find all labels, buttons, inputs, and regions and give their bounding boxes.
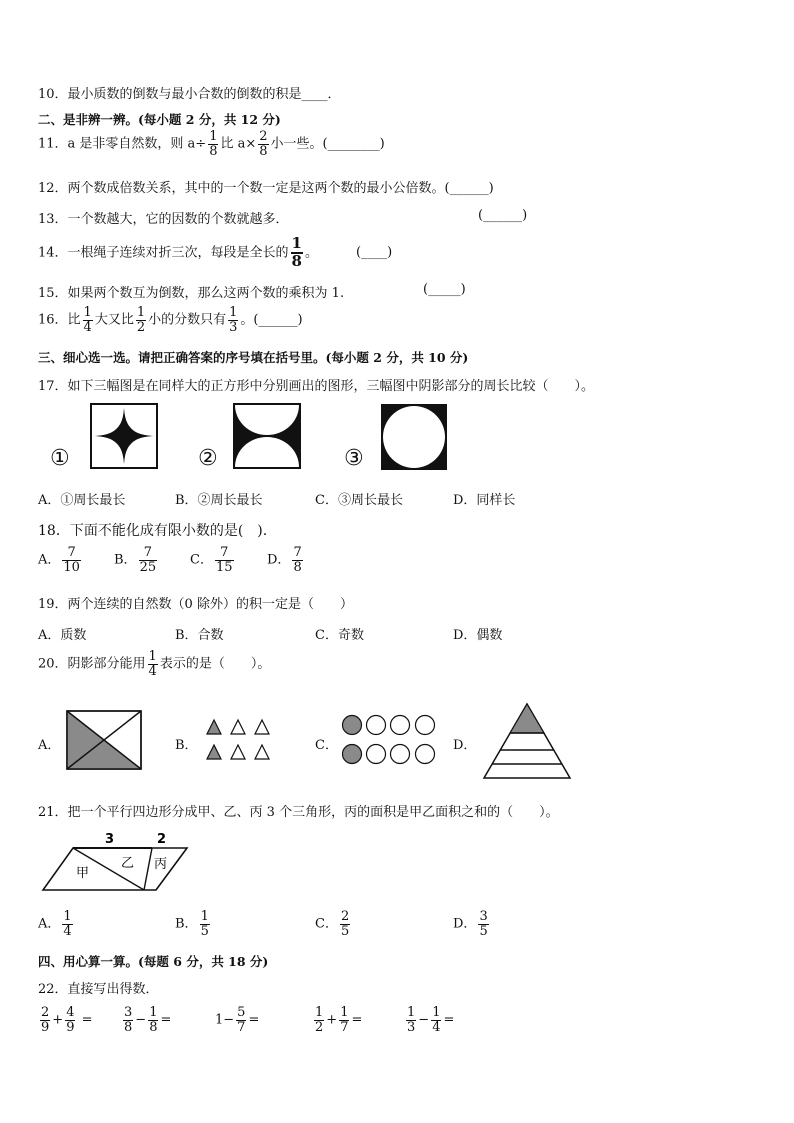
- section-4-heading: 四、用心算一算。(每题 6 分，共 18 分): [38, 954, 269, 969]
- q20-option-d[interactable]: D．: [453, 738, 477, 753]
- q18-option-c[interactable]: C． $\frac{7}{15}$: [190, 545, 233, 575]
- q14-answer-blank[interactable]: (____): [356, 245, 393, 260]
- q18-option-b[interactable]: B． $\frac{7}{25}$: [114, 545, 157, 575]
- question-22: 22．直接写出得数．: [38, 982, 159, 997]
- q19-option-c[interactable]: C．奇数: [315, 628, 364, 643]
- q18-option-d[interactable]: D． $\frac{7}{8}$: [267, 545, 302, 575]
- question-20: 20．阴影部分能用 $\frac{1}{4}$ 表示的是（ ）。: [38, 649, 271, 679]
- fraction: $\frac{1}{4}$: [148, 649, 157, 679]
- question-12: 12．两个数成倍数关系，其中的一个数一定是这两个数的最小公倍数。(______): [38, 181, 494, 196]
- fraction: $\frac{2}{8}$: [259, 129, 268, 159]
- q22-item-1[interactable]: $\frac{2}{9}$ + $\frac{4}{9}$ =: [41, 1005, 93, 1035]
- question-16: 16．比 $\frac{1}{4}$ 大又比 $\frac{1}{2}$ 小的分数只有 $\frac{1}{3}$ 。(______): [38, 305, 303, 335]
- q21-option-c[interactable]: C． $\frac{2}{5}$: [315, 909, 350, 939]
- q22-item-3[interactable]: 1− $\frac{5}{7}$ =: [215, 1005, 260, 1035]
- question-17: 17．如下三幅图是在同样大的正方形中分别画出的图形，三幅图中阴影部分的周长比较（ ）。: [38, 379, 595, 394]
- q20-figure-b-triangles: [205, 718, 271, 762]
- question-15: 15．如果两个数互为倒数，那么这两个数的乘积为 1.: [38, 286, 345, 301]
- q17-option-d[interactable]: D．同样长: [453, 493, 516, 508]
- figure-label-2: ②: [198, 446, 218, 471]
- q14-text: 14．一根绳子连续对折三次，每段是全长的: [38, 245, 289, 261]
- fraction: $\frac{1}{8}$: [291, 234, 302, 270]
- q17-option-b[interactable]: B．②周长最长: [175, 493, 263, 508]
- q17-option-c[interactable]: C．③周长最长: [315, 493, 403, 508]
- q22-item-4[interactable]: $\frac{1}{2}$ + $\frac{1}{7}$ =: [315, 1005, 363, 1035]
- q21-label-3: 3: [105, 832, 115, 847]
- q11-text-pre: 11．a 是非零自然数，则 a÷: [38, 136, 207, 152]
- q20-figure-c-circles: [341, 714, 437, 766]
- q20-option-b[interactable]: B．: [175, 738, 198, 753]
- question-19: 19．两个连续的自然数（0 除外）的积一定是（ ）: [38, 597, 353, 612]
- q21-option-a[interactable]: A． $\frac{1}{4}$: [38, 909, 72, 939]
- q19-option-a[interactable]: A．质数: [38, 628, 87, 643]
- q21-label-bing: 丙: [154, 857, 168, 872]
- question-11: [38, 130, 385, 158]
- q11-answer-blank[interactable]: 小一些。(________): [270, 136, 385, 152]
- q22-item-2[interactable]: $\frac{3}{8}$ − $\frac{1}{8}$ =: [124, 1005, 172, 1035]
- q21-label-jia: 甲: [76, 866, 90, 881]
- figure-3-circle-square: [380, 403, 448, 471]
- fraction: $\frac{1}{2}$: [136, 305, 146, 335]
- q20-figure-d-layered-triangle: [482, 702, 572, 780]
- question-21: 21．把一个平行四边形分成甲、乙、丙 3 个三角形，丙的面积是甲乙面积之和的（ ）。: [38, 805, 559, 820]
- question-18: 18．下面不能化成有限小数的是( ).: [38, 523, 268, 539]
- q20-figure-a-rect-diagonals: [66, 710, 142, 770]
- q20-option-a[interactable]: A．: [38, 738, 61, 753]
- q16-answer-blank[interactable]: 。(______): [240, 312, 303, 328]
- section-3-heading: 三、细心选一选。请把正确答案的序号填在括号里。(每小题 2 分，共 10 分): [38, 350, 469, 365]
- q18-option-a[interactable]: A． $\frac{7}{10}$: [38, 545, 80, 575]
- question-14: 14．一根绳子连续对折三次，每段是全长的 $\frac{1}{8}$ 。: [38, 234, 318, 270]
- q11-text-mid: 比 a×: [220, 136, 257, 152]
- figure-label-3: ③: [344, 446, 364, 471]
- q21-option-b[interactable]: B． $\frac{1}{5}$: [175, 909, 209, 939]
- q21-label-2: 2: [157, 832, 167, 847]
- q15-answer-blank[interactable]: (_____): [423, 282, 466, 297]
- q17-option-a[interactable]: A．①周长最长: [38, 493, 126, 508]
- q21-parallelogram-figure: [40, 830, 190, 894]
- question-10: 10．最小质数的倒数与最小合数的倒数的积是____．: [38, 87, 341, 102]
- q22-item-5[interactable]: $\frac{1}{3}$ − $\frac{1}{4}$ =: [407, 1005, 455, 1035]
- section-2-heading: 二、是非辨一辨。(每小题 2 分，共 12 分): [38, 112, 281, 127]
- fraction: $\frac{1}{8}$: [209, 129, 218, 159]
- fraction: $\frac{1}{4}$: [83, 305, 92, 335]
- figure-label-1: ①: [50, 446, 70, 471]
- q19-option-d[interactable]: D．偶数: [453, 628, 503, 643]
- fraction: $\frac{1}{3}$: [229, 305, 238, 335]
- q20-option-c[interactable]: C．: [315, 738, 338, 753]
- q21-option-d[interactable]: D． $\frac{3}{5}$: [453, 909, 488, 939]
- question-13: 13．一个数越大，它的因数的个数就越多．: [38, 212, 289, 227]
- q21-label-yi: 乙: [121, 856, 135, 871]
- q19-option-b[interactable]: B．合数: [175, 628, 224, 643]
- figure-1-star-square: [90, 403, 158, 469]
- figure-2-semicircles-square: [233, 403, 301, 469]
- q13-answer-blank[interactable]: (______): [478, 208, 528, 223]
